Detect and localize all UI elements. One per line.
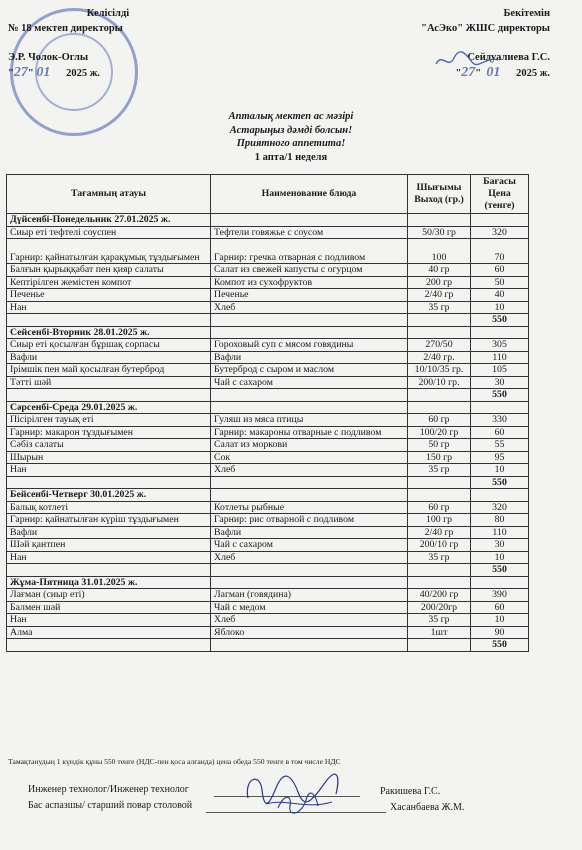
dish-price: 30 <box>471 539 529 552</box>
day-row <box>7 489 529 502</box>
approval-right-name: Сейдуалиева Г.С. <box>467 52 550 63</box>
header-kz: Тағамның атауы <box>7 175 211 214</box>
table-row <box>7 376 529 389</box>
empty-cell <box>471 401 529 414</box>
dish-price: 10 <box>471 614 529 627</box>
dish-price: 50 <box>471 276 529 289</box>
chef-signature <box>272 790 322 816</box>
dish-ru: Вафли <box>211 526 408 539</box>
total-row <box>7 389 529 402</box>
empty-cell <box>211 489 408 502</box>
empty-cell <box>408 639 471 652</box>
empty-cell <box>7 314 211 327</box>
day-row <box>7 214 529 227</box>
table-row <box>7 351 529 364</box>
empty-cell <box>408 576 471 589</box>
day-row <box>7 326 529 339</box>
dish-kz: Сәбіз салаты <box>7 439 211 452</box>
dish-output: 100 гр <box>408 514 471 527</box>
empty-cell <box>211 389 408 402</box>
table-row <box>7 339 529 352</box>
dish-output: 40/200 гр <box>408 589 471 602</box>
dish-kz: Нан <box>7 614 211 627</box>
approval-left-title: Келісілді <box>86 8 130 19</box>
dish-ru: Хлеб <box>211 464 408 477</box>
empty-cell <box>408 489 471 502</box>
table-row <box>7 439 529 452</box>
dish-output: 50/30 гр <box>408 226 471 239</box>
dish-ru: Хлеб <box>211 551 408 564</box>
table-row <box>7 451 529 464</box>
table-row <box>7 364 529 377</box>
menu-wish-kz: Астарыңыз дәмді болсын! <box>229 124 353 136</box>
approval-left <box>8 6 208 81</box>
dish-kz: Балық котлеті <box>7 501 211 514</box>
dish-kz: Балғын қырыққабат пен қияр салаты <box>7 264 211 277</box>
dish-ru: Салат из свежей капусты с огурцом <box>211 264 408 277</box>
header-price: Бағасы Цена (тенге) <box>471 175 529 214</box>
dish-output: 35 гр <box>408 301 471 314</box>
empty-cell <box>408 401 471 414</box>
empty-cell <box>471 214 529 227</box>
dish-price: 320 <box>471 501 529 514</box>
dish-output: 270/50 <box>408 339 471 352</box>
dish-kz: Лағман (сиыр еті) <box>7 589 211 602</box>
day-total: 550 <box>471 389 529 402</box>
dish-price: 60 <box>471 426 529 439</box>
total-row <box>7 314 529 327</box>
approval-right-month: 01 <box>486 65 501 80</box>
dish-kz: Гарнир: қайнатылған қарақұмық тұздығымен <box>7 239 211 264</box>
dish-ru: Чай с сахаром <box>211 376 408 389</box>
day-title: Дүйсенбі-Понедельник 27.01.2025 ж. <box>7 214 211 227</box>
dish-output: 2/40 гр <box>408 289 471 302</box>
menu-body <box>7 214 529 652</box>
dish-kz: Нан <box>7 301 211 314</box>
dish-kz: Балмен шәй <box>7 601 211 614</box>
empty-cell <box>211 476 408 489</box>
dish-price: 110 <box>471 526 529 539</box>
dish-price: 320 <box>471 226 529 239</box>
dish-output: 2/40 гр. <box>408 351 471 364</box>
approval-right-org: "АсЭко" ЖШС директоры <box>421 23 550 34</box>
dish-kz: Шәй қантпен <box>7 539 211 552</box>
day-total: 550 <box>471 314 529 327</box>
dish-ru: Вафли <box>211 351 408 364</box>
dish-ru: Яблоко <box>211 626 408 639</box>
menu-title-kz: Апталық мектеп ас мәзірі <box>228 111 354 122</box>
empty-cell <box>211 314 408 327</box>
day-total: 550 <box>471 476 529 489</box>
dish-kz: Гарнир: макарон тұздығымен <box>7 426 211 439</box>
empty-cell <box>211 214 408 227</box>
director-signature <box>432 50 502 72</box>
header-output: Шығымы Выход (гр.) <box>408 175 471 214</box>
dish-ru: Гарнир: гречка отварная с подливом <box>211 239 408 264</box>
empty-cell <box>408 214 471 227</box>
table-row <box>7 526 529 539</box>
dish-price: 60 <box>471 264 529 277</box>
table-row <box>7 301 529 314</box>
dish-price: 110 <box>471 351 529 364</box>
dish-ru: Гарнир: рис отварной с подливом <box>211 514 408 527</box>
table-row <box>7 614 529 627</box>
dish-price: 10 <box>471 301 529 314</box>
dish-output: 100 <box>408 239 471 264</box>
empty-cell <box>408 326 471 339</box>
empty-cell <box>408 389 471 402</box>
dish-output: 60 гр <box>408 501 471 514</box>
table-row <box>7 226 529 239</box>
dish-price: 90 <box>471 626 529 639</box>
approval-right-title: Бекітемін <box>503 8 550 19</box>
dish-output: 35 гр <box>408 551 471 564</box>
dish-output: 1шт <box>408 626 471 639</box>
dish-ru: Лагман (говядина) <box>211 589 408 602</box>
dish-price: 10 <box>471 464 529 477</box>
total-row <box>7 564 529 577</box>
dish-kz: Пісірілген тауық еті <box>7 414 211 427</box>
table-row <box>7 426 529 439</box>
table-row <box>7 551 529 564</box>
empty-cell <box>211 564 408 577</box>
dish-ru: Чай с медом <box>211 601 408 614</box>
dish-price: 70 <box>471 239 529 264</box>
dish-ru: Гарнир: макароны отварные с подливом <box>211 426 408 439</box>
dish-price: 330 <box>471 414 529 427</box>
empty-cell <box>408 476 471 489</box>
dish-price: 390 <box>471 589 529 602</box>
dish-price: 60 <box>471 601 529 614</box>
empty-cell <box>211 401 408 414</box>
total-row <box>7 476 529 489</box>
day-total: 550 <box>471 564 529 577</box>
day-title: Сәрсенбі-Среда 29.01.2025 ж. <box>7 401 211 414</box>
dish-price: 10 <box>471 551 529 564</box>
empty-cell <box>7 639 211 652</box>
dish-kz: Нан <box>7 464 211 477</box>
header-ru: Наименование блюда <box>211 175 408 214</box>
menu-week: 1 апта/1 неделя <box>254 151 328 163</box>
dish-kz: Ірімшік пен май қосылған бутерброд <box>7 364 211 377</box>
table-row <box>7 501 529 514</box>
tech-role: Инженер технолог/Инженер технолог <box>28 784 189 795</box>
table-row <box>7 414 529 427</box>
approval-right-day: 27 <box>461 65 476 80</box>
dish-price: 305 <box>471 339 529 352</box>
dish-ru: Сок <box>211 451 408 464</box>
price-footnote: Тамақтанудың 1 күндік құны 550 тенге (НДС-пен қоса алғанда) цена обеда 550 тенге в том числе НДС <box>8 757 341 766</box>
dish-output: 200/10 гр <box>408 539 471 552</box>
dish-ru: Салат из моркови <box>211 439 408 452</box>
approval-left-org: № 18 мектеп директоры <box>8 23 123 34</box>
approval-left-month: 01 <box>36 65 51 80</box>
empty-cell <box>471 489 529 502</box>
empty-cell <box>408 314 471 327</box>
dish-kz: Алма <box>7 626 211 639</box>
dish-output: 150 гр <box>408 451 471 464</box>
dish-output: 35 гр <box>408 464 471 477</box>
dish-output: 200/20гр <box>408 601 471 614</box>
dish-output: 200 гр <box>408 276 471 289</box>
table-row <box>7 239 529 264</box>
dish-ru: Компот из сухофруктов <box>211 276 408 289</box>
empty-cell <box>7 476 211 489</box>
table-row <box>7 276 529 289</box>
day-total: 550 <box>471 639 529 652</box>
empty-cell <box>7 564 211 577</box>
dish-ru: Хлеб <box>211 301 408 314</box>
table-row <box>7 539 529 552</box>
empty-cell <box>211 639 408 652</box>
dish-ru: Чай с сахаром <box>211 539 408 552</box>
dish-price: 95 <box>471 451 529 464</box>
dish-price: 30 <box>471 376 529 389</box>
table-row <box>7 464 529 477</box>
dish-kz: Гарнир: қайнатылған күріш тұздығымен <box>7 514 211 527</box>
dish-ru: Печенье <box>211 289 408 302</box>
dish-kz: Вафли <box>7 526 211 539</box>
empty-cell <box>211 576 408 589</box>
dish-output: 60 гр <box>408 414 471 427</box>
table-row <box>7 264 529 277</box>
table-row <box>7 289 529 302</box>
dish-kz: Вафли <box>7 351 211 364</box>
day-title: Бейсенбі-Четверг 30.01.2025 ж. <box>7 489 211 502</box>
day-row <box>7 401 529 414</box>
dish-ru: Бутерброд с сыром и маслом <box>211 364 408 377</box>
empty-cell <box>211 326 408 339</box>
table-row <box>7 601 529 614</box>
dish-price: 40 <box>471 289 529 302</box>
approval-right-date: "27" 01 2025 ж. <box>455 65 550 80</box>
menu-wish-ru: Приятного аппетита! <box>236 138 346 149</box>
dish-output: 200/10 гр. <box>408 376 471 389</box>
dish-kz: Сиыр еті тефтелі соуспен <box>7 226 211 239</box>
dish-output: 35 гр <box>408 614 471 627</box>
dish-kz: Шырын <box>7 451 211 464</box>
table-row <box>7 626 529 639</box>
dish-kz: Сиыр еті қосылған бұршақ сорпасы <box>7 339 211 352</box>
dish-ru: Гороховый суп с мясом говядины <box>211 339 408 352</box>
dish-price: 55 <box>471 439 529 452</box>
dish-output: 2/40 гр <box>408 526 471 539</box>
menu-titles <box>0 110 582 164</box>
table-header-row <box>7 175 529 214</box>
approval-left-name: Э.Р. Чолок-Оглы <box>8 52 89 63</box>
empty-cell <box>7 389 211 402</box>
day-row <box>7 576 529 589</box>
dish-output: 100/20 гр <box>408 426 471 439</box>
empty-cell <box>471 576 529 589</box>
dish-ru: Котлеты рыбные <box>211 501 408 514</box>
menu-table <box>6 174 529 652</box>
table-row <box>7 514 529 527</box>
dish-kz: Нан <box>7 551 211 564</box>
day-title: Жұма-Пятница 31.01.2025 ж. <box>7 576 211 589</box>
dish-kz: Кептірілген жемістен компот <box>7 276 211 289</box>
approval-left-date: "27" 01 2025 ж. <box>8 65 100 80</box>
chef-role: Бас аспазшы/ старший повар столовой <box>28 800 193 811</box>
dish-ru: Гуляш из мяса птицы <box>211 414 408 427</box>
dish-kz: Печенье <box>7 289 211 302</box>
tech-name: Ракишева Г.С. <box>380 786 441 797</box>
day-title: Сейсенбі-Вторник 28.01.2025 ж. <box>7 326 211 339</box>
dish-ru: Хлеб <box>211 614 408 627</box>
dish-output: 40 гр <box>408 264 471 277</box>
approval-left-day: 27 <box>13 65 28 80</box>
dish-price: 80 <box>471 514 529 527</box>
total-row <box>7 639 529 652</box>
dish-output: 10/10/35 гр. <box>408 364 471 377</box>
dish-ru: Тефтели говяжье с соусом <box>211 226 408 239</box>
table-row <box>7 589 529 602</box>
chef-name: Хасанбаева Ж.М. <box>390 802 465 813</box>
dish-kz: Тәтті шәй <box>7 376 211 389</box>
dish-price: 105 <box>471 364 529 377</box>
empty-cell <box>471 326 529 339</box>
empty-cell <box>408 564 471 577</box>
dish-output: 50 гр <box>408 439 471 452</box>
